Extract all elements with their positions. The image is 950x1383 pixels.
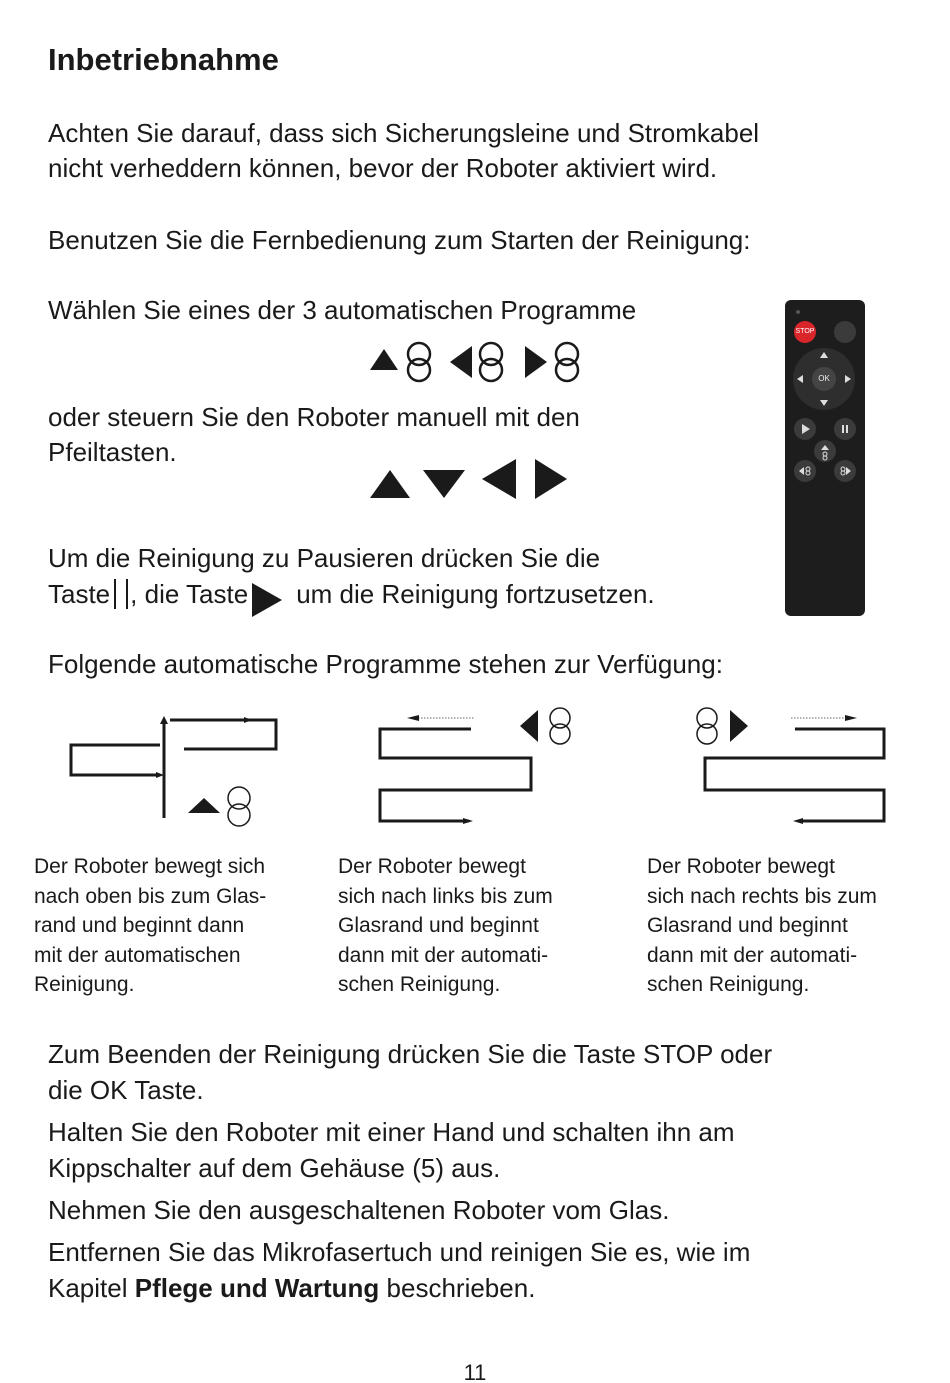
arrow-down-icon [423,470,465,498]
manual-line-2: Pfeiltasten. [48,437,177,467]
remote-led [796,310,800,314]
arrow-up-icon [370,470,410,498]
remote-stop-button [794,321,816,343]
clean-line-2 [48,1271,535,1306]
caption-line: sich nach rechts bis zum [647,884,877,908]
remove-line: Nehmen Sie den ausgeschaltenen Roboter vom Glas. [48,1195,670,1225]
stop-line-2: die OK Taste. [48,1075,204,1105]
arrow-keys-icons [368,456,568,500]
hold-line-1: Halten Sie den Roboter mit einer Hand und schalten ihn am [48,1117,735,1147]
chapter-reference: Pflege und Wartung [134,1273,380,1303]
remote-program-left-icon [794,460,816,482]
remote-play-button [794,418,816,440]
pause-icon [114,579,128,609]
caption-right [647,852,877,1000]
caption-line: Reinigung. [34,973,135,996]
remote-program-left-button [794,460,816,482]
program-left-icon [450,343,502,381]
diagram-right [695,702,910,827]
diagram-up [68,710,288,835]
pause-line-2 [48,577,655,617]
remote-stop-label: STOP [795,328,815,335]
caption-line: mit der automatischen [34,943,241,967]
remote-ok-label: OK [818,374,830,383]
intro-line-2: nicht verheddern können, bevor der Roboter aktiviert wird. [48,153,718,183]
intro-line-1: Achten Sie darauf, dass sich Sicherungsleine und Stromkabel [48,118,760,148]
diagram-left [375,702,585,827]
caption-line: dann mit der automati- [647,943,858,967]
remote-program-right-icon [834,460,856,482]
available-programs: Folgende automatische Programme stehen zur Verfügung: [48,649,723,679]
caption-line: sich nach links bis zum [338,884,553,908]
caption-line: Glasrand und beginnt [647,914,848,937]
caption-up [34,852,266,1000]
pause-line-1: Um die Reinigung zu Pausieren drücken Sie die [48,543,601,573]
caption-line: Der Roboter bewegt [338,855,526,878]
program-up-icon [370,343,430,381]
program-icons [365,340,585,384]
clean-line-1: Entfernen Sie das Mikrofasertuch und reinigen Sie es, wie im [48,1237,751,1267]
remote-pause-button [834,418,856,440]
play-icon [252,583,282,617]
remote-control [785,300,865,616]
remote-intro: Benutzen Sie die Fernbedienung zum Starten der Reinigung: [48,225,751,255]
remote-program-right-button [834,460,856,482]
arrow-right-icon [535,459,567,499]
manual-line-1: oder steuern Sie den Roboter manuell mit den [48,402,580,432]
caption-line: Glasrand und beginnt [338,914,539,937]
caption-line: dann mit der automati- [338,943,549,967]
hold-line-2: Kippschalter auf dem Gehäuse (5) aus. [48,1153,501,1183]
arrow-left-icon [482,459,516,499]
pause-text-b: , die Taste [130,579,249,609]
remote-power-button [834,321,856,343]
pause-text-c: um die Reinigung fortzusetzen. [296,579,655,609]
caption-line: Der Roboter bewegt [647,855,835,878]
remote-play-icon [794,418,816,440]
page-title: Inbetriebnahme [48,42,279,77]
caption-line: Der Roboter bewegt sich [34,855,266,878]
caption-line: schen Reinigung. [338,973,501,996]
remote-pause-icon [834,418,856,440]
caption-line: nach oben bis zum Glas- [34,884,267,908]
stop-line-1: Zum Beenden der Reinigung drücken Sie die Taste STOP oder [48,1039,773,1069]
caption-line: rand und beginnt dann [34,914,245,937]
remote-program-up-icon [814,440,836,462]
caption-line: schen Reinigung. [647,973,810,996]
page-number: 11 [463,1360,487,1383]
programs-intro: Wählen Sie eines der 3 automatischen Programme [48,295,637,325]
clean-text-a: Kapitel [48,1273,135,1303]
program-right-icon [525,343,578,381]
remote-ok-button [812,367,836,391]
caption-left [338,852,553,1000]
pause-text-a: Taste [48,579,111,609]
clean-text-c: beschrieben. [379,1273,536,1303]
remote-program-up-button [814,440,836,462]
